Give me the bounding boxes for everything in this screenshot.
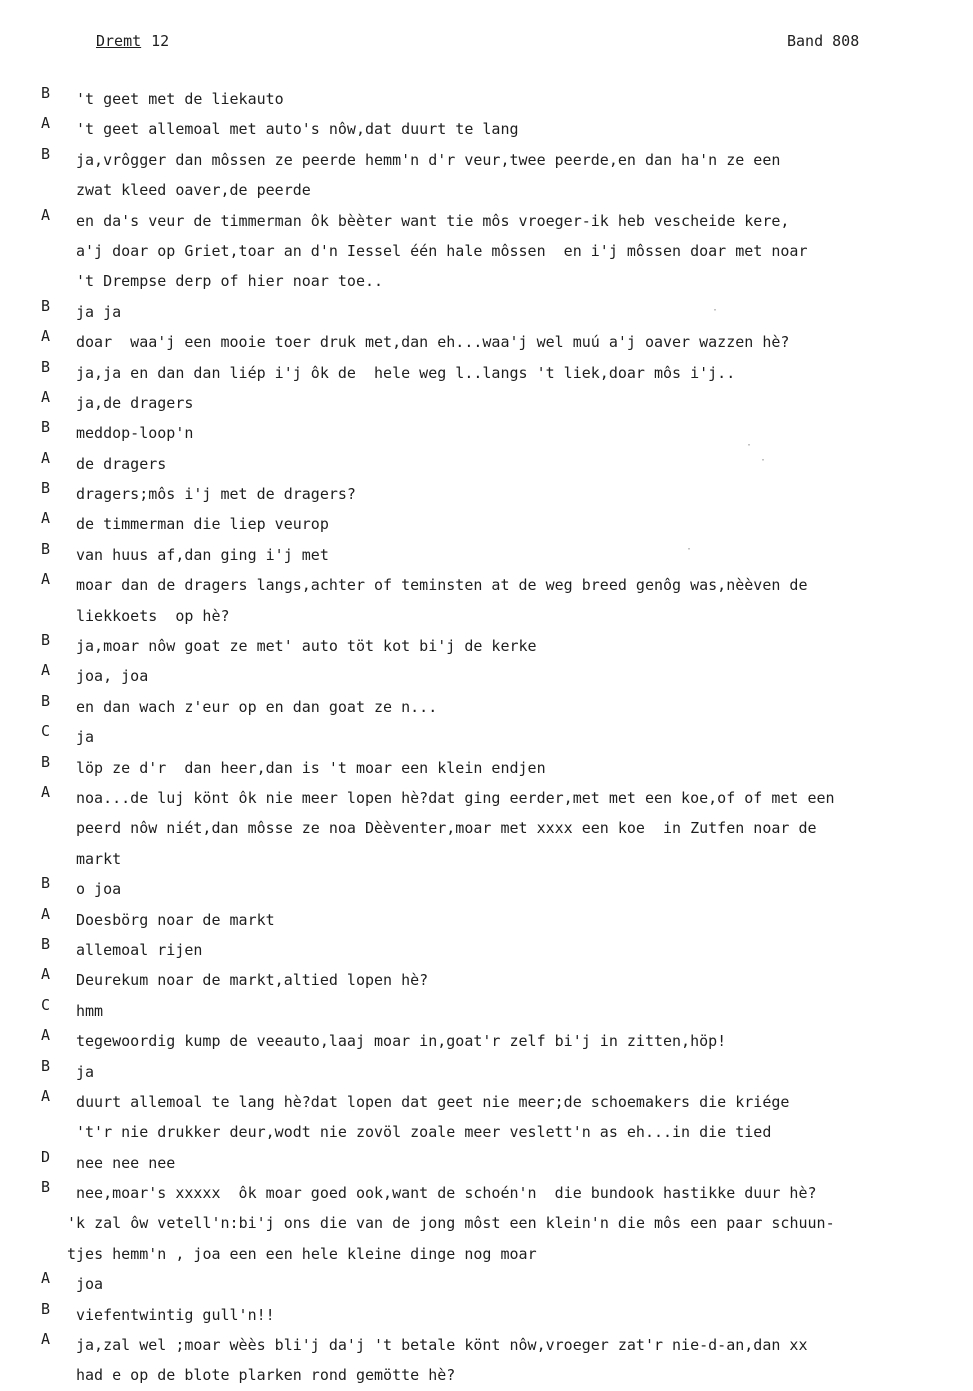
band-label: Band 808 — [787, 32, 860, 50]
utterance-line: ja,zal wel ;moar wèès bli'j da'j 't betale könt nôw,vroeger zat'r nie-d-an,dan xx — [76, 1336, 808, 1355]
transcript-turn — [0, 1026, 973, 1056]
transcript-turn — [0, 1330, 973, 1391]
transcript-turn — [0, 874, 973, 904]
transcript-turn — [0, 1087, 973, 1148]
speck-mark: · — [746, 440, 753, 451]
transcript-turn — [0, 388, 973, 418]
utterance-line: nee,moar's xxxxx ôk moar goed ook,want de schoén'n die bundook hastikke duur hè? — [76, 1184, 817, 1203]
speaker-label: B — [41, 752, 51, 771]
transcript-turn — [0, 753, 973, 783]
transcript-turn — [0, 297, 973, 327]
speaker-label: A — [41, 387, 51, 406]
utterance-line: zwat kleed oaver,de peerde — [76, 181, 311, 200]
transcript-turn — [0, 631, 973, 661]
utterance-line: 't'r nie drukker deur,wodt nie zovöl zoale meer veslett'n as eh...in die tied — [76, 1123, 772, 1142]
utterance-line: a'j doar op Griet,toar an d'n Iessel één hale môssen en i'j môssen doar met noar — [76, 241, 808, 260]
utterance-line: 't Drempse derp of hier noar toe.. — [76, 272, 384, 291]
utterance-line: meddop-loop'n — [76, 424, 194, 443]
speaker-label: B — [41, 874, 51, 893]
utterance-line: joa — [76, 1275, 104, 1294]
transcript-turn — [0, 84, 973, 114]
transcript-turn — [0, 449, 973, 479]
utterance-line: ja,vrôgger dan môssen ze peerde hemm'n d'r veur,twee peerde,en dan ha'n ze een — [76, 150, 781, 169]
utterance-line: markt — [76, 849, 122, 868]
speaker-label: B — [41, 934, 51, 953]
transcript-turn — [0, 358, 973, 388]
utterance-line: 't geet allemoal met auto's nôw,dat duurt te lang — [76, 120, 519, 139]
utterance-line: duurt allemoal te lang hè?dat lopen dat geet nie meer;de schoemakers die kriége — [76, 1092, 790, 1111]
utterance-line: de dragers — [76, 454, 167, 473]
speaker-label: A — [41, 448, 51, 467]
transcript-turn — [0, 1148, 973, 1178]
speaker-label: C — [41, 722, 51, 741]
speaker-label: A — [41, 509, 51, 528]
utterance-line: noa...de luj könt ôk nie meer lopen hè?dat ging eerder,met met een koe,of of met een — [76, 788, 835, 807]
utterance-line: peerd nôw niét,dan môsse ze noa Dèèventer,moar met xxxx een koe in Zutfen noar de — [76, 819, 817, 838]
utterance-line: Doesbörg noar de markt — [76, 910, 275, 929]
speaker-label: B — [41, 1178, 51, 1197]
transcript-turn — [0, 509, 973, 539]
speaker-label: A — [41, 965, 51, 984]
speaker-label: C — [41, 995, 51, 1014]
speaker-label: A — [41, 1269, 51, 1288]
utterance-line: 't geet met de liekauto — [76, 90, 284, 108]
transcript-turn — [0, 206, 973, 297]
speaker-label: A — [41, 570, 51, 589]
utterance-line: tegewoordig kump de veeauto,laaj moar in,goat'r zelf bi'j in zitten,höp! — [76, 1032, 727, 1051]
utterance-line: ja,ja en dan dan liép i'j ôk de hele weg l..langs 't liek,doar môs i'j.. — [76, 363, 736, 382]
transcript-turn — [0, 479, 973, 509]
transcript-turn — [0, 722, 973, 752]
transcript-turn — [0, 692, 973, 722]
speaker-label: B — [41, 479, 51, 498]
utterance-line: tjes hemm'n , joa een een hele kleine dinge nog moar — [67, 1244, 537, 1263]
utterance-line: allemoal rijen — [76, 940, 203, 959]
utterance-line: Deurekum noar de markt,altied lopen hè? — [76, 971, 429, 990]
utterance-line: joa, joa — [76, 667, 149, 686]
transcript-turn — [0, 570, 973, 631]
utterance-line: ja — [76, 728, 95, 747]
speaker-label: B — [41, 631, 51, 650]
utterance-line: ja — [76, 1062, 95, 1081]
transcript-turn — [0, 540, 973, 570]
speaker-label: B — [41, 539, 51, 558]
utterance-line: liekkoets op hè? — [76, 606, 230, 625]
speaker-label: A — [41, 205, 51, 224]
speaker-label: A — [41, 1330, 51, 1349]
speaker-label: B — [41, 1299, 51, 1318]
transcript-turn — [0, 1178, 973, 1269]
speaker-label: A — [41, 904, 51, 923]
transcript-turn — [0, 418, 973, 448]
utterance-line: en da's veur de timmerman ôk bèèter want tie môs vroeger-ik heb vescheide kere, — [76, 211, 790, 230]
utterance-line: viefentwintig gull'n!! — [76, 1305, 275, 1324]
utterance-line: o joa — [76, 880, 122, 899]
speaker-label: B — [41, 84, 51, 102]
utterance-line: de timmerman die liep veurop — [76, 515, 329, 534]
transcript-turn — [0, 145, 973, 206]
utterance-line: hmm — [76, 1001, 104, 1020]
page-number: 12 — [151, 32, 170, 50]
transcript-turn — [0, 114, 973, 144]
transcript-turn — [0, 1300, 973, 1330]
utterance-line: nee nee nee — [76, 1153, 176, 1172]
speaker-label: A — [41, 661, 51, 680]
transcript-turn — [0, 327, 973, 357]
document-title — [96, 32, 169, 50]
transcript-body — [0, 84, 973, 1391]
speaker-label: A — [41, 114, 51, 133]
utterance-line: ja,moar nôw goat ze met' auto töt kot bi'j de kerke — [76, 637, 537, 656]
speaker-label: A — [41, 1026, 51, 1045]
utterance-line: moar dan de dragers langs,achter of teminsten at de weg breed genôg was,nèèven de — [76, 576, 808, 595]
transcript-turn — [0, 783, 973, 874]
transcript-turn — [0, 661, 973, 691]
speaker-label: A — [41, 327, 51, 346]
title-word: Dremt — [96, 32, 142, 50]
transcript-turn — [0, 965, 973, 995]
utterance-line: en dan wach z'eur op en dan goat ze n... — [76, 697, 438, 716]
transcript-turn — [0, 1057, 973, 1087]
transcript-turn — [0, 1269, 973, 1299]
speaker-label: B — [41, 691, 51, 710]
speck-mark: · — [712, 305, 719, 316]
utterance-line: van huus af,dan ging i'j met — [76, 545, 329, 564]
transcript-turn — [0, 935, 973, 965]
speaker-label: B — [41, 1056, 51, 1075]
speaker-label: A — [41, 782, 51, 801]
speaker-label: B — [41, 144, 51, 163]
speck-mark: · — [686, 544, 693, 555]
transcript-turn — [0, 996, 973, 1026]
speaker-label: A — [41, 1086, 51, 1105]
utterance-line: doar waa'j een mooie toer druk met,dan eh...waa'j wel muú a'j oaver wazzen hè? — [76, 333, 790, 352]
speaker-label: B — [41, 296, 51, 315]
utterance-line: ja ja — [76, 302, 122, 321]
utterance-line: 'k zal ôw vetell'n:bi'j ons die van de jong môst een klein'n die môs een paar schuun- — [67, 1214, 835, 1233]
speaker-label: D — [41, 1147, 51, 1166]
utterance-line: had e op de blote plarken rond gemötte hè? — [76, 1366, 456, 1385]
transcript-turn — [0, 905, 973, 935]
speck-mark: · — [760, 455, 767, 466]
utterance-line: dragers;môs i'j met de dragers? — [76, 485, 356, 504]
utterance-line: ja,de dragers — [76, 393, 194, 412]
speaker-label: B — [41, 357, 51, 376]
speaker-label: B — [41, 418, 51, 437]
utterance-line: löp ze d'r dan heer,dan is 't moar een klein endjen — [76, 758, 546, 777]
